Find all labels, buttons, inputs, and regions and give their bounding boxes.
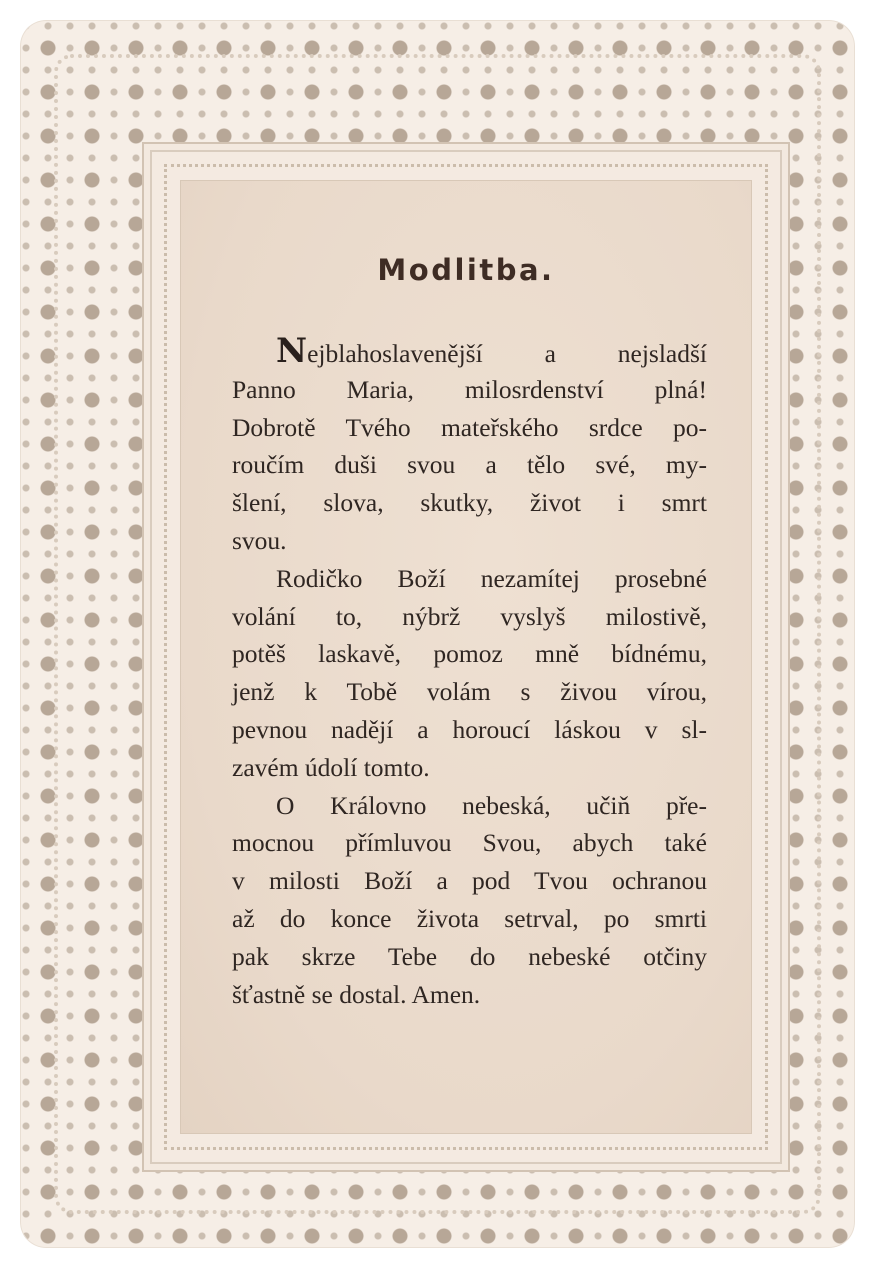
- prayer-line: Rodičko Boží nezamítej prosebné: [276, 563, 707, 593]
- prayer-line: šťastně se dostal. Amen.: [232, 979, 481, 1009]
- prayer-card: [20, 20, 855, 1248]
- prayer-line-text: ejblahoslavenější a nejsladší: [307, 339, 707, 368]
- text-panel: [180, 180, 752, 1134]
- dotted-border-left: [164, 164, 167, 1150]
- prayer-line: O Královno nebeská, učiň pře-: [276, 790, 707, 820]
- prayer-line: Panno Maria, milosrdenství plná!: [232, 374, 707, 404]
- prayer-line: pak skrze Tebe do nebeské otčiny: [232, 941, 707, 971]
- prayer-line: volání to, nýbrž vyslyš milostivě,: [232, 601, 707, 631]
- prayer-line: svou.: [232, 525, 287, 555]
- dotted-border-right: [765, 164, 768, 1150]
- prayer-line: [232, 333, 707, 371]
- drop-cap: N: [276, 331, 308, 371]
- prayer-line: Dobrotě Tvého mateřského srdce po-: [232, 412, 707, 442]
- prayer-line: zavém údolí tomto.: [232, 752, 430, 782]
- prayer-text: [232, 333, 707, 1013]
- embossed-frame: [150, 150, 782, 1164]
- dotted-border-bottom: [164, 1147, 768, 1150]
- prayer-line: potěš laskavě, pomoz mně bídnému,: [232, 639, 707, 669]
- prayer-line: až do konce života setrval, po smrti: [232, 903, 707, 933]
- prayer-line: roučím duši svou a tělo své, my-: [232, 450, 707, 480]
- prayer-line: jenž k Tobě volám s živou vírou,: [232, 677, 707, 707]
- prayer-line: pevnou nadějí a horoucí láskou v sl-: [232, 714, 707, 744]
- prayer-line: v milosti Boží a pod Tvou ochranou: [232, 866, 707, 896]
- prayer-line: mocnou přímluvou Svou, abych také: [232, 828, 707, 858]
- card-title: Modlitba.: [377, 253, 555, 287]
- prayer-line: šlení, slova, skutky, život i smrt: [232, 488, 707, 518]
- dotted-border-top: [164, 164, 768, 167]
